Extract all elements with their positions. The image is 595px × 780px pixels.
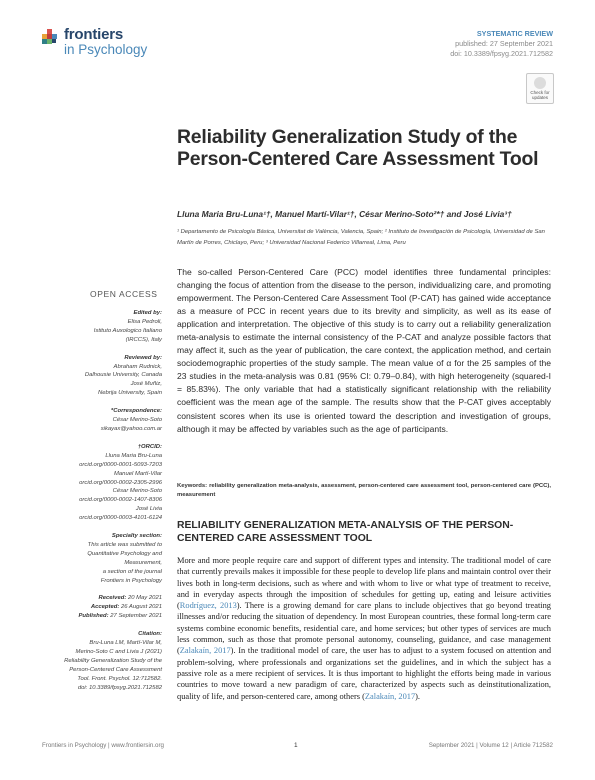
reviewed-by-heading: Reviewed by: xyxy=(124,354,162,361)
orcid-name: Manuel Martí-Vilar xyxy=(113,470,162,477)
citation-text: Bru-Luna LM, Martí-Vilar M, xyxy=(89,640,162,647)
affiliations: ¹ Departamento de Psicología Básica, Universitat de València, Valencia, Spain; ² Instituto de Investigación de Psicología, Universidad de San Martín de Porres, Chiclayo, Peru; ³ Universidad Nacional Federico Villarreal, Lima, Peru xyxy=(177,229,545,246)
citation-heading: Citation: xyxy=(138,631,162,638)
page-number: 1 xyxy=(294,742,298,749)
orcid-name: Lluna Maria Bru-Luna xyxy=(105,452,162,459)
specialty-text: This article was submitted to xyxy=(87,541,162,548)
specialty-text: Frontiers in Psychology xyxy=(100,577,162,584)
citation-text: Merino-Soto C and Livia J (2021) xyxy=(75,649,162,655)
editor-affiliation: (IRCCS), Italy xyxy=(125,336,162,343)
footer-journal: Frontiers in Psychology | www.frontiersin.org xyxy=(42,742,164,749)
orcid-heading: †ORCID: xyxy=(137,443,162,450)
citation-text: Person-Centered Care Assessment xyxy=(69,666,162,673)
frontiers-logo-icon xyxy=(42,28,62,48)
refresh-icon xyxy=(534,77,546,89)
citation-text: Tool. Front. Psychol. 12:712582. xyxy=(77,675,162,682)
citation-link[interactable]: Zalakaín, 2017 xyxy=(179,646,231,656)
orcid-name: César Merino-Soto xyxy=(112,488,162,495)
citation-doi: doi: 10.3389/fpsyg.2021.712582 xyxy=(77,684,162,691)
keywords-label: Keywords: xyxy=(177,483,208,489)
specialty-text: Quantitative Psychology and xyxy=(87,550,162,557)
specialty-text: a section of the journal xyxy=(102,568,162,575)
received-line: Received: 20 May 2021 xyxy=(98,595,162,602)
check-for-updates-badge[interactable]: Check for updates xyxy=(526,73,554,104)
correspondence-email-link[interactable]: sikayax@yahoo.com.ar xyxy=(100,425,162,432)
doi-link[interactable]: doi: 10.3389/fpsyg.2021.712582 xyxy=(450,49,553,58)
article-sidebar xyxy=(22,309,162,693)
published-date: published: 27 September 2021 xyxy=(455,39,553,48)
article-title: Reliability Generalization Study of the Person-Centered Care Assessment Tool xyxy=(177,126,539,170)
orcid-link[interactable]: orcid.org/0000-0003-4101-6124 xyxy=(79,515,162,522)
abstract-text: The so-called Person-Centered Care (PCC) model identifies three fundamental principles: changing the focus of attention from the disease to the person, individualizing care, and promoting empowerment. The Person-Centered Care Assessment Tool (P-CAT) has gained wide acceptance as a measure of PCC in recent years due to its brevity and simplicity, as well as its ease of application and interpretation. The objective of this study is to carry out a reliability generalization meta-analysis to estimate the internal consistency of the P-CAT and analyze possible factors that may affect it, such as the year of publication, the care context, the application method, and certain sociodemographic properties of the study sample. The mean value of α for the 25 samples of the 23 studies in the meta-analysis was 0.81 (95% CI: 0.79–0.84), with high heterogeneity (squared-I = 85.83%). The only variable that had a statistically significant relationship with the reliability coefficient was the mean age of the sample. The results show that the P-CAT gives acceptably consistent scores when its use is oriented toward the description and investigation of groups, although it may be affected by variables such as the age of participants. xyxy=(177,267,551,434)
body-paragraph: More and more people require care and support of different types and intensity. The traditional model of care that currently prevails makes it impossible for these people to develop life plans and maintain control over their lives both in long-term decisions, such as where and with whom to live or what type of treatment to receive, and in everyday aspects through the imposition of schedules for getting up, eating and leisure activities (Rodríguez, 2013). There is a growing demand for care plans to include objectives that go beyond treating illnesses and/or reducing the situation of dependency. In most European countries, these formal long-term care systems combine economic benefits, residential care, and home services; but other types of services are much less common, such as those that promote personal autonomy, counseling, guidance, and case management (Zalakaín, 2017). In the traditional model of care, the user has to adjust to a system focused on attention and problem-solving, where professionals and organizations set the guidelines, and in which the subject has a passive role as a mere recipient of services. It is thus important to highlight the efforts being made in various countries to move toward a new paradigm of care, characterized by aspects such as deinstitutionalization, quality of life, and person-centered care, among others (Zalakaín, 2017). xyxy=(177,556,552,701)
journal-brand-name: frontiers xyxy=(64,26,124,43)
edited-by-heading: Edited by: xyxy=(133,310,162,316)
specialty-heading: Specialty section: xyxy=(111,533,162,540)
section-heading: RELIABILITY GENERALIZATION META-ANALYSIS OF THE PERSON-CENTERED CARE ASSESSMENT TOOL xyxy=(177,520,514,544)
correspondence-name: César Merino-Soto xyxy=(112,417,162,424)
orcid-link[interactable]: orcid.org/0000-0002-2305-2996 xyxy=(79,479,162,486)
reviewer-affiliation: Nebrija University, Spain xyxy=(97,390,162,397)
orcid-name: José Livia xyxy=(135,506,162,513)
editor-affiliation: Istituto Auxologico Italiano xyxy=(93,327,162,334)
reviewer-name: Abraham Rudnick, xyxy=(113,363,162,370)
reviewer-affiliation: Dalhousie University, Canada xyxy=(84,372,162,379)
orcid-link[interactable]: orcid.org/0000-0001-5093-7203 xyxy=(79,461,162,468)
open-access-label: OPEN ACCESS xyxy=(90,289,158,299)
citation-text: Reliability Generalization Study of the xyxy=(64,657,162,664)
keywords-list: reliability generalization meta-analysis, assessment, person-centered care assessment tool, person-centered care (PCC), measurement xyxy=(177,483,551,498)
author-list: Lluna Maria Bru-Luna¹†, Manuel Martí-Vilar¹†, César Merino-Soto²*† and José Livia³† xyxy=(177,209,512,219)
reviewer-name: José Muñiz, xyxy=(130,381,162,388)
keywords xyxy=(177,482,551,500)
article-type: SYSTEMATIC REVIEW xyxy=(476,29,553,38)
footer-volume: September 2021 | Volume 12 | Article 712582 xyxy=(428,742,553,749)
accepted-line: Accepted: 26 August 2021 xyxy=(90,604,162,611)
journal-brand-subtitle: in Psychology xyxy=(64,42,148,57)
published-line: Published: 27 September 2021 xyxy=(78,613,162,620)
correspondence-heading: *Correspondence: xyxy=(110,408,162,415)
orcid-link[interactable]: orcid.org/0000-0002-1407-8306 xyxy=(79,497,162,504)
specialty-text: Measurement, xyxy=(124,559,162,566)
editor-name: Elisa Pedroli, xyxy=(127,318,162,325)
citation-link[interactable]: Rodríguez, 2013 xyxy=(179,601,237,611)
citation-link[interactable]: Zalakaín, 2017 xyxy=(364,691,416,701)
article-meta xyxy=(450,29,553,59)
